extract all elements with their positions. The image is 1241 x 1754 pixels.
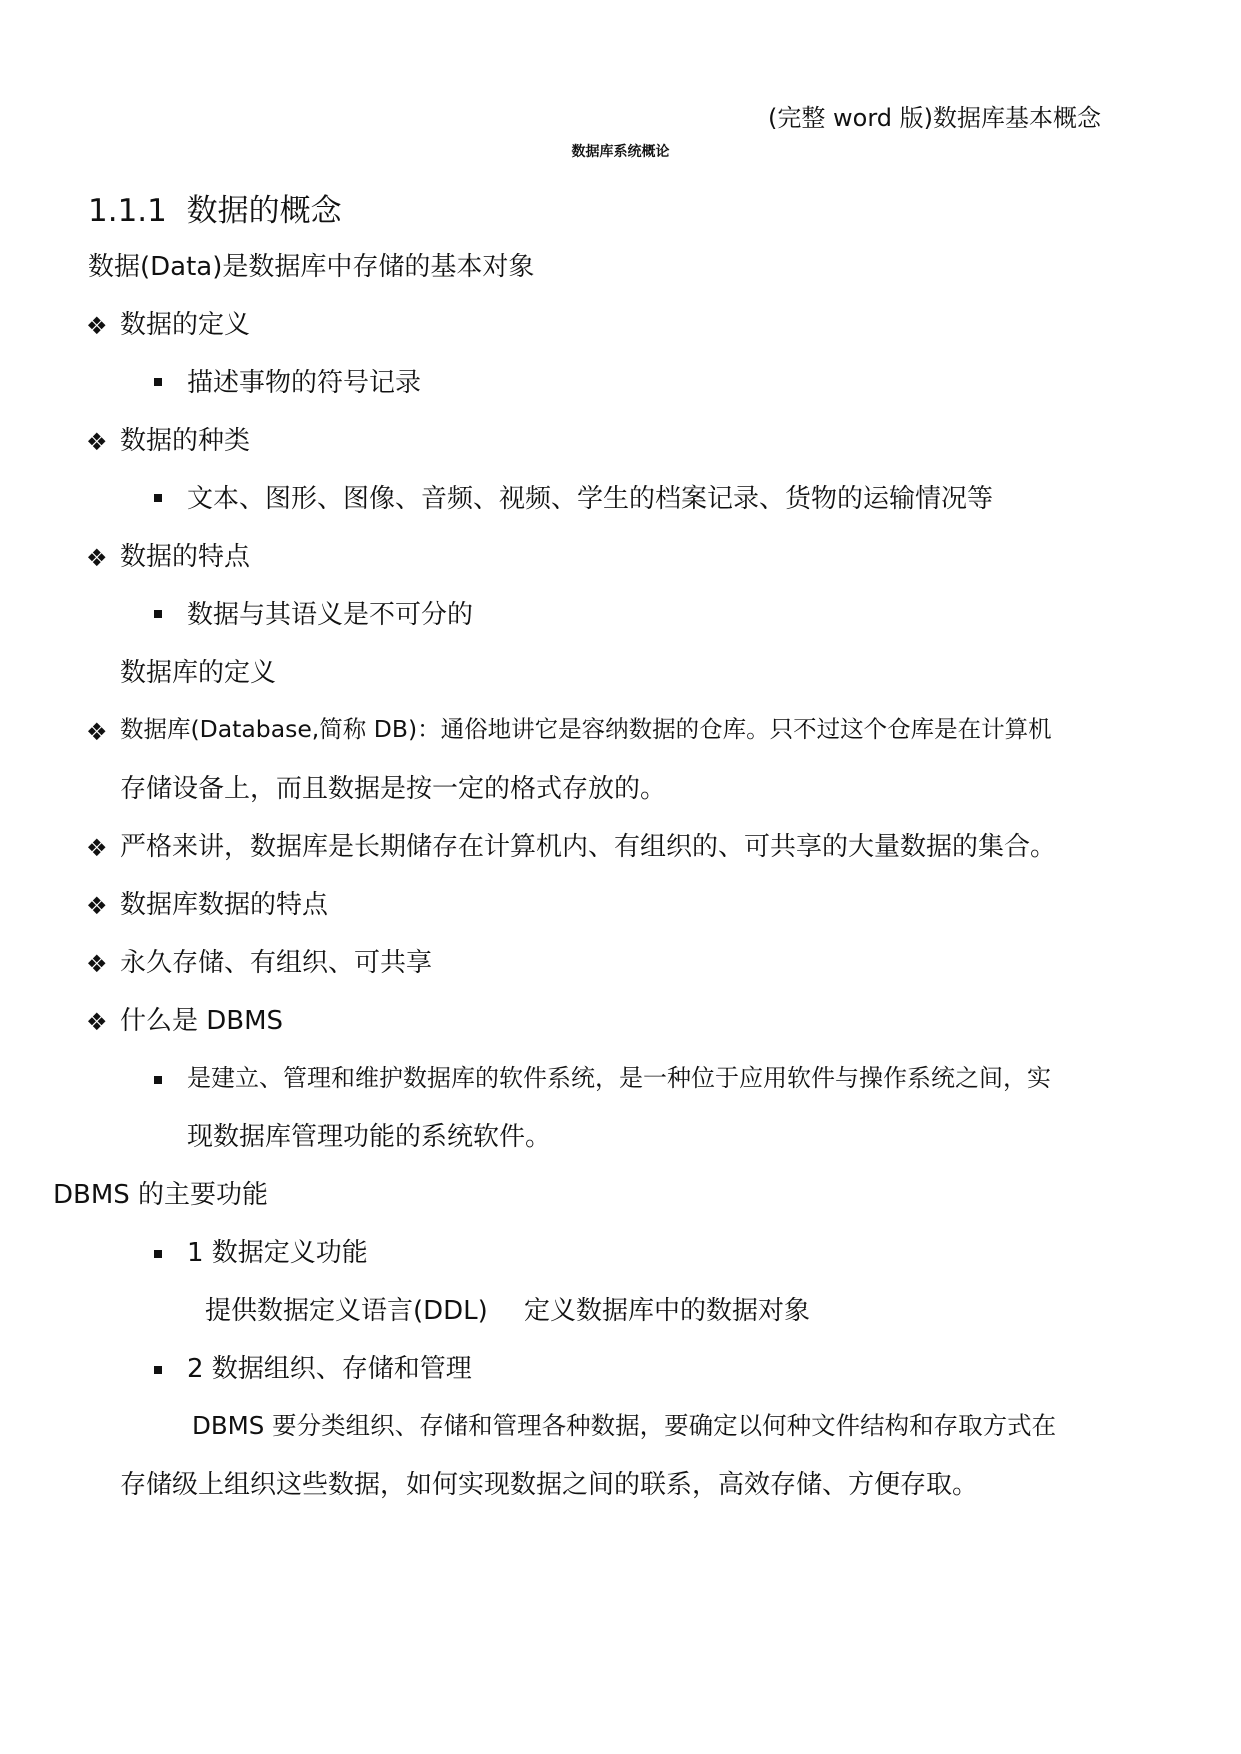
kind-heading: 数据的种类 <box>120 426 251 456</box>
square-bullet-icon <box>154 378 162 386</box>
square-bullet-icon <box>154 1076 162 1084</box>
square-bullet-icon <box>154 610 162 618</box>
func2-body-line-1: DBMS 要分类组织、存储和管理各种数据，要确定以何种文件结构和存取方式在 <box>192 1411 1057 1440</box>
diamond-bullet-icon: ❖ <box>86 1008 108 1036</box>
db-feat-item: 永久存储、有组织、可共享 <box>120 948 433 978</box>
func1-left: 提供数据定义语言(DDL) <box>205 1296 488 1326</box>
diamond-bullet-icon: ❖ <box>86 312 108 340</box>
diamond-bullet-icon: ❖ <box>86 834 108 862</box>
db-feat-heading: 数据库数据的特点 <box>120 890 329 920</box>
db-strict-line: 严格来讲，数据库是长期储存在计算机内、有组织的、可共享的大量数据的集合。 <box>120 832 1057 862</box>
kind-item: 文本、图形、图像、音频、视频、学生的档案记录、货物的运输情况等 <box>187 484 994 514</box>
section-title: 数据的概念 <box>186 193 342 229</box>
section-heading <box>88 193 342 229</box>
func1-right: 定义数据库中的数据对象 <box>524 1296 811 1326</box>
func2-body-line-2: 存储级上组织这些数据，如何实现数据之间的联系，高效存储、方便存取。 <box>120 1470 979 1500</box>
feat-heading: 数据的特点 <box>120 542 251 572</box>
header-doc-tag: (完整 word 版)数据库基本概念 <box>768 104 1101 132</box>
diamond-bullet-icon: ❖ <box>86 544 108 572</box>
func2-title: 2 数据组织、存储和管理 <box>187 1354 472 1384</box>
func1-title: 1 数据定义功能 <box>187 1238 368 1268</box>
dbms-heading: 什么是 DBMS <box>120 1006 284 1036</box>
dbms-def-line-1: 是建立、管理和维护数据库的软件系统，是一种位于应用软件与操作系统之间，实 <box>187 1064 1051 1092</box>
diamond-bullet-icon: ❖ <box>86 428 108 456</box>
db-def-line-2: 存储设备上，而且数据是按一定的格式存放的。 <box>120 774 667 804</box>
square-bullet-icon <box>154 494 162 502</box>
def-item: 描述事物的符号记录 <box>187 368 422 398</box>
square-bullet-icon <box>154 1250 162 1258</box>
page-title: 数据库系统概论 <box>571 144 670 160</box>
dbms-def-line-2: 现数据库管理功能的系统软件。 <box>187 1122 552 1152</box>
def-heading: 数据的定义 <box>120 310 251 340</box>
diamond-bullet-icon: ❖ <box>86 950 108 978</box>
diamond-bullet-icon: ❖ <box>86 892 108 920</box>
db-def-line-1: 数据库(Database,简称 DB)：通俗地讲它是容纳数据的仓库。只不过这个仓库是在计算机 <box>120 715 1052 743</box>
diamond-bullet-icon: ❖ <box>86 718 108 746</box>
square-bullet-icon <box>154 1366 162 1374</box>
db-def-heading: 数据库的定义 <box>120 658 277 688</box>
func-heading: DBMS 的主要功能 <box>53 1180 269 1210</box>
feat-item: 数据与其语义是不可分的 <box>187 600 474 630</box>
intro-line: 数据(Data)是数据库中存储的基本对象 <box>88 252 535 282</box>
section-number: 1.1.1 <box>88 193 167 229</box>
